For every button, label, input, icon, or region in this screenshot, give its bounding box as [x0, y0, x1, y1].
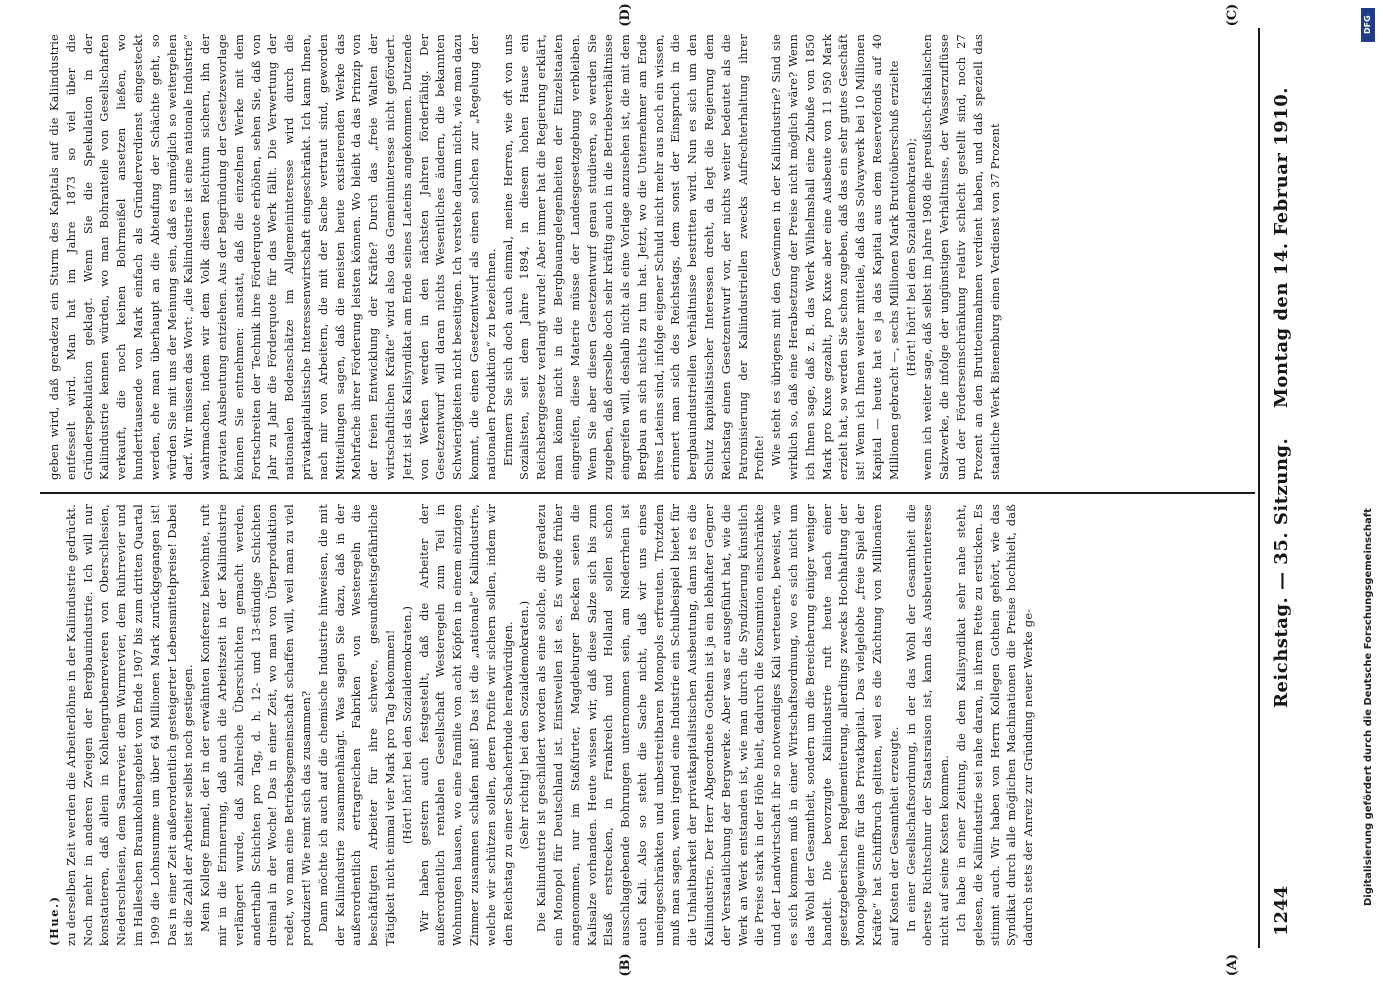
paragraph: wenn ich weiter sage, daß selbst im Jahre 1908 die preußisch-fiskalischen Salzwerke, die infolge der ungünstigen Verhältnisse, der Wasserzuflüsse und der Förderseinschränkung relativ schlecht gestellt sind, noch 27 Prozent an den Bruttoeinnahmen verdient haben, und daß speziell das staatliche Werk Bienenburg einen Verdienst von 37 Prozent: [920, 34, 1002, 480]
header-rule: [1258, 28, 1260, 948]
speaker-continuation: (Hue.): [47, 895, 61, 946]
margin-marker-d: (D): [618, 3, 633, 27]
paragraph: Wir haben gestern auch festgestellt, daß die Arbeiter der außerordentlich rentablen Gesellschaft Westeregeln zum Teil in Wohnungen hausen, wo eine Familie von acht Köpfen in einem einzigen Zimmer zusammen schlafen muß! Das ist die „nationale“ Kaliindustrie, welche wir schützen sollen, deren Profite wir sichern sollen, indem wir den Reichstag zu einer Schacherbude herabwürdigen.: [416, 504, 515, 946]
paragraph: Mein Kollege Emmel, der in der erwähnten Konferenz beiwohnte, ruft mir in die Erinnerung, daß auch die Arbeitszeit in der Kaliindustrie verlängert wurde, daß zahlreiche Überschichten gemacht werden, anderthalb Schichten pro Tag, d. h. 12- und 13-stündige Schichten dreimal in der Woche! Das in einer Zeit, wo man von Überproduktion redet, wo man eine Betriebsgemeinschaft schaffen will, weil man zu viel produziert! Wie reimt sich das zusammen?: [198, 504, 313, 946]
session-title: Reichstag. — 35. Sitzung.: [1271, 437, 1292, 708]
margin-marker-c: (C): [1225, 3, 1240, 27]
paragraph: geben wird, daß geradezu ein Sturm des Kapitals auf die Kaliindustrie entfesselt wird. Man hat im Jahre 1873 so viel über die Gründerspekulation geklagt. Wenn Sie die Spekulation in der Kaliindustrie kennen würden, wo man Bohranteile von Gesellschaften verkauft, die noch keinen Bohrmeißel ansetzen ließen, wo hunderttausende von Mark einfach als Gründerverdienst eingesteckt werden, ehe man überhaupt an die Abteufung der Schächte geht, so würden Sie mit uns der Meinung sein, daß es unmöglich so weitergehen darf. Wir müssen das Wort: „die Kaliindustrie ist eine nationale Industrie“ wahrmachen, indem wir dem Volk diesen Reichtum sichern, ihn der privaten Ausbeutung entziehen. Aus der Begründung der Gesetzesvorlage können Sie entnehmen: anstatt, daß die einzelnen Werke mit dem Fortschreiten der Technik ihre Förderquote erhöhen, sehen Sie, daß von Jahr zu Jahr die Förderquote für das Werk fällt. Die Verwertung der nationalen Bodenschätze im Allgemeininteresse wird durch die privatkapitalistische Interessenwirtschaft eingeschränkt. Ich kann Ihnen, nach mir von Arbeitern, die mit der Sache vertraut sind, geworden Mitteilungen sagen, daß die meisten heute existierenden Werke das Mehrfache ihrer Förderung leisten können. Wo bleibt da das Prinzip von der freien Entwicklung der Kräfte? Durch das „freie Walten der wirtschaftlichen Kräfte“ wird also das Gemeininteresse nicht gefördert. Jetzt ist das Kalisyndikat am Ende seines Lateins angekommen. Dutzende von Werken werden in den nächsten Jahren förderfähig. Der Gesetzentwurf will daran nichts Wesentliches ändern, die bekannten Schwierigkeiten nicht beseitigen. Ich verstehe darum nicht, wie man dazu kommt, die einen Gesetzentwurf als einen solchen zur „Regelung der nationalen Produktion“ zu bezeichnen.: [47, 34, 498, 480]
paragraph: Wie steht es übrigens mit den Gewinnen in der Kaliindustrie? Sind sie wirklich so, daß eine Herabsetzung der Preise nicht möglich wäre? Wenn ich Ihnen sage, daß z. B. das Werk Wilhelmshall eine Zubuße von 1850 Mark pro Kuxe gezahlt, pro Kuxe aber eine Ausbeute von 11 950 Mark erzielt hat, so werden Sie schon zugeben, daß das ein sehr gutes Geschäft ist! Wenn ich Ihnen weiter mitteile, daß das Solvaywerk bei 10 Millionen Kapital — heute hat es ja das Kapital aus dem Reservefonds auf 40 Millionen gebracht —, sechs Millionen Mark Bruttoüberschuß erzielte: [769, 34, 901, 480]
column-divider: [40, 492, 1255, 494]
paragraph: Ich habe in einer Zeitung, die dem Kalisyndikat sehr nahe steht, gelesen, die Kaliindustrie sei nahe daran, in ihrem Fette zu ersticken. Es stimmt auch. Wir haben von Herrn Kollegen Gothein gehört, wie das Syndikat durch alle möglichen Machinationen die Preise hochhielt, daß dadurch stets der Anreiz zur Gründung neuer Werke ge-: [954, 504, 1036, 946]
page-header: [1265, 28, 1299, 948]
paragraph: Die Kaliindustrie ist geschildert worden als eine solche, die geradezu ein Monopol für Deutschland ist. Einstweilen ist es. Es wurde früher angenommen, nur im Staßfurter, Magdeburger Becken seien die Kalisalze vorhanden. Heute wissen wir, daß diese Salze sich bis zum Elsaß erstrecken, in Frankreich und Holland sollen schon ausschlaggebende Bohrungen unternommen sein, am Niederrhein ist auch Kali. Also so steht die Sache nicht, daß wir uns eines uneingeschränkten und unbestreitbaren Monopols erfreuten. Trotzdem muß man sagen, wenn irgend eine Industrie ein Schulbeispiel bietet für die Unhaltbarkeit der privatkapitalistischen Ausbeutung, dann ist es die Kaliindustrie. Der Herr Abgeordnete Gothein ist ja ein lebhafter Gegner der Verstaatlichung der Bergwerke. Aber was er ausgeführt hat, wie die Werk an Werk entstanden ist, wie man durch die Syndizierung künstlich die Preise stark in der Höhe hielt, dadurch die Konsumtion einschränkte und der Landwirtschaft ihr so notwendiges Kali verteuerte, beweist, wie es sich kommen muß in einer Wirtschaftsordnung, wo es sich nicht um das Wohl der Gesamtheit, sondern um die Bereicherung einiger weniger handelt. Die bevorzugte Kaliindustrie ruft heute nach einer gesetzgeberischen Reglementierung, allerdings zwecks Hochhaltung der Monopolgewinne für das Privatkapital. Das vielgelobte „freie Spiel der Kräfte“ hat Schiffbruch gelitten, weil es die Züchtung von Millionären auf Kosten der Gesamtheit erzeugte.: [534, 504, 901, 946]
margin-marker-b: (B): [618, 953, 633, 977]
dfg-logo: DFG: [1361, 8, 1375, 42]
interjection: (Sehr richtig! bei den Sozialdemokraten.): [517, 600, 532, 850]
margin-marker-a: (A): [1225, 953, 1240, 977]
session-date: Montag den 14. Februar 1910.: [1271, 86, 1292, 408]
paragraph: Dann möchte ich auch auf die chemische Industrie hinweisen, die mit der Kaliindustrie zusammenhängt. Was sagen Sie dazu, daß in der außerordentlich ertragreichen Fabriken von Westeregeln die beschäftigten Arbeiter für ihre schwere, gesundheitsgefährliche Tätigkeit nicht einmal vier Mark pro Tag bekommen!: [315, 504, 397, 946]
digitization-credit: Digitalisierung gefördert durch die Deutsche Forschungsgemeinschaft: [1363, 508, 1374, 906]
right-column: [46, 34, 1252, 480]
page-number: 1244: [1271, 885, 1292, 936]
interjection: (Hört! hört! bei den Sozialdemokraten);: [903, 137, 918, 377]
paragraph: zu derselben Zeit werden die Arbeiterlöhne in der Kaliindustrie gedrückt. Noch mehr in anderen Zweigen der Bergbauindustrie. Ich will nur konstatieren, daß allein in Kohlengrubenrevieren von Oberschlesien, Niederschlesien, dem Saarrevier, dem Wurmrevier, dem Ruhrrevier und im Halleschen Braunkohlengebiet von Ende 1907 bis zum dritten Quartal 1909 die Lohnsumme um über 64 Millionen Mark zurückgegangen ist! Das in einer Zeit außerordentlich gesteigerter Lebensmittelpreise! Dabei ist die Zahl der Arbeiter selbst noch gestiegen.: [63, 504, 196, 946]
left-column: [46, 504, 1252, 946]
paragraph: Erinnern Sie sich doch auch einmal, meine Herren, wie oft von uns Sozialisten, seit dem Jahre 1894, in diesem hohen Hause ein Reichsberggesetz verlangt wurde! Aber immer hat die Regierung erklärt, man könne nicht in die Bergbauangelegenheiten der Einzelstaaten eingreifen, diese Materie müsse der Landesgesetzgebung verbleiben. Wenn Sie aber diesen Gesetzentwurf genau studieren, so werden Sie zugeben, daß derselbe doch sehr kräftig auch in die Betriebsverhältnisse eingreifen will, deshalb nicht als eine Vorlage anzusehen ist, die mit dem Bergbau an sich nichts zu tun hat. Jetzt, wo die Unternehmer am Ende ihres Lateins sind, infolge eigener Schuld nicht mehr aus noch ein wissen, erinnert man sich des Reichstags, dem sonst der Einspruch in die bergbauindustriellen Verhältnisse bestritten wird. Nun es sich um den Schutz kapitalistischer Interessen dreht, da legt die Regierung dem Reichstag einen Gesetzentwurf vor, der nichts weiter bedeutet als die Patronisierung der Kaliindustriellen zwecks Aufrechterhaltung ihrer Profite!: [500, 34, 767, 480]
paragraph: In einer Gesellschaftsordnung, in der das Wohl der Gesamtheit die oberste Richtschnur der Staatsraison ist, kann das Ausbeuterinteresse nicht auf seine Kosten kommen.: [903, 504, 952, 946]
interjection: (Hört! hört! bei den Sozialdemokraten.): [399, 605, 414, 845]
